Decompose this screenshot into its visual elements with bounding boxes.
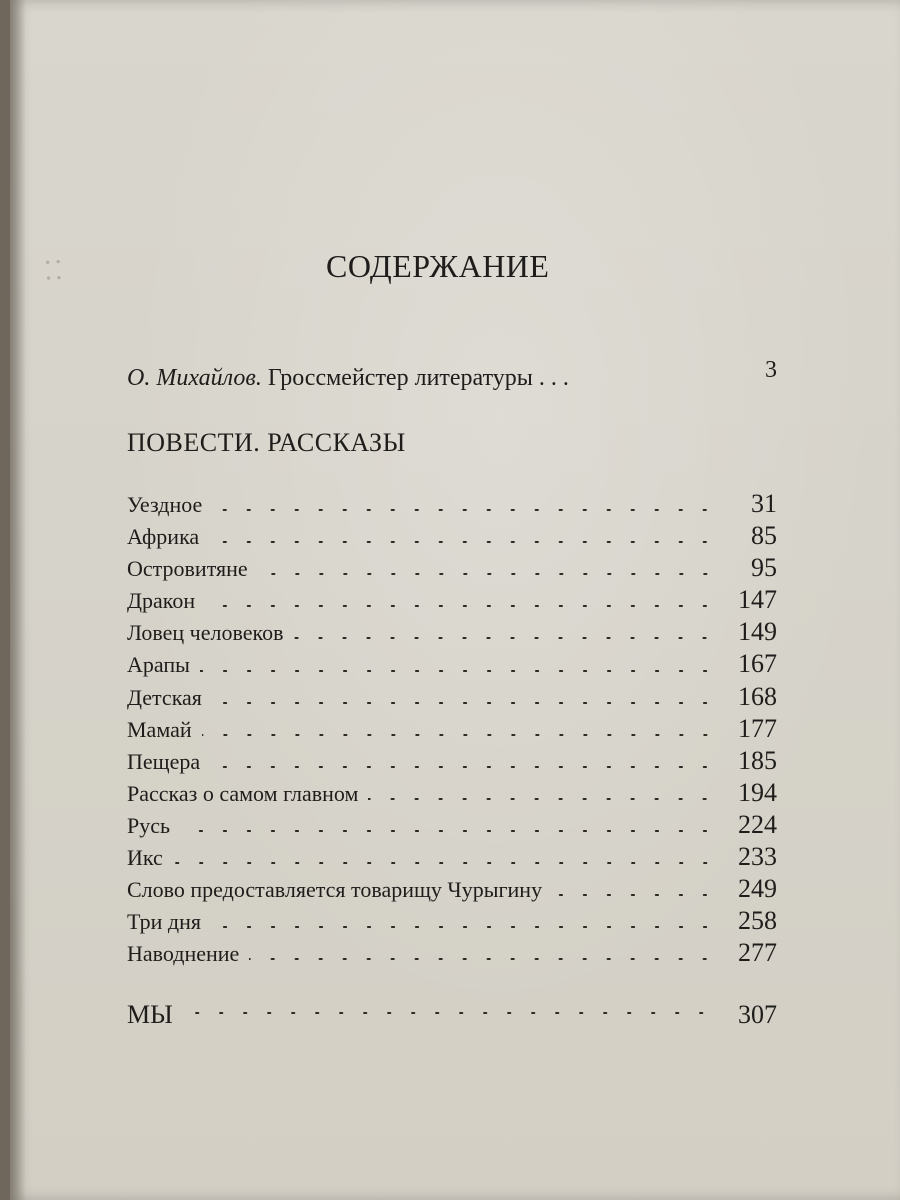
final-entry-title: МЫ (127, 1000, 173, 1029)
intro-dots: . . . (538, 365, 569, 391)
leader-dots (249, 958, 717, 960)
intro-page-number: 3 (765, 357, 777, 383)
entry-page-number: 177 (738, 713, 777, 743)
contents-entry (127, 905, 777, 937)
leader-dots (202, 734, 717, 736)
leader-dots (205, 605, 717, 607)
entry-title: Ловец человеков (127, 620, 284, 646)
entry-page-number: 249 (738, 874, 777, 904)
entry-title: Русь (127, 812, 171, 838)
entry-page-number: 185 (738, 745, 777, 775)
leader-dots (212, 702, 717, 704)
entry-page-number: 168 (738, 681, 777, 711)
leader-dots (258, 573, 717, 575)
contents-entry (127, 809, 777, 841)
contents-entry (127, 713, 777, 745)
entry-title: Рассказ о самом главном (127, 780, 359, 806)
contents-entry (127, 841, 777, 873)
entry-page-number: 147 (738, 585, 777, 615)
leader-dots (180, 830, 717, 832)
intro-entry-text (127, 365, 569, 392)
leader-dots (210, 766, 717, 768)
entry-page-number: 85 (751, 521, 777, 551)
contents-entry (127, 873, 777, 905)
entry-title: Икс (127, 845, 163, 871)
entry-title: Арапы (127, 652, 190, 678)
leader-dots (200, 670, 717, 672)
contents-heading: СОДЕРЖАНИЕ (326, 248, 550, 284)
intro-author: О. Михайлов. (127, 365, 262, 391)
entry-page-number: 194 (738, 777, 777, 807)
entry-title: Наводнение (127, 941, 240, 967)
final-contents-entry (127, 996, 777, 1034)
leader-dots (552, 894, 717, 896)
contents-entry (127, 745, 777, 777)
contents-entry (127, 488, 777, 520)
entry-title: Слово предоставляется товарищу Чурыгину (127, 877, 543, 903)
contents-entry (127, 937, 777, 969)
entry-page-number: 149 (738, 617, 777, 647)
section-title: ПОВЕСТИ. РАССКАЗЫ (127, 428, 406, 457)
contents-entry (127, 584, 777, 616)
contents-list (127, 488, 777, 969)
entry-title: Уездное (127, 492, 203, 517)
entry-title: Детская (127, 684, 202, 710)
entry-title: Островитяне (127, 556, 248, 582)
leader-dots (212, 509, 717, 511)
contents-entry (127, 777, 777, 809)
contents-entry (127, 520, 777, 552)
entry-page-number: 233 (738, 842, 777, 872)
entry-page-number: 95 (751, 553, 777, 583)
contents-entry (127, 616, 777, 648)
contents-entry (127, 681, 777, 713)
entry-title: Пещера (127, 748, 201, 774)
entry-page-number: 277 (738, 938, 777, 968)
entry-page-number: 167 (738, 649, 777, 679)
intro-title: Гроссмейстер литературы (267, 365, 533, 391)
leader-dots (293, 637, 717, 639)
entry-title: Мамай (127, 716, 192, 742)
bleed-through-marks: • • • • (44, 255, 63, 287)
intro-entry (127, 357, 777, 399)
entry-page-number: 224 (738, 809, 777, 839)
book-page (10, 0, 900, 1200)
leader-dots (211, 926, 717, 928)
entry-title: Африка (127, 524, 200, 550)
entry-page-number: 31 (751, 489, 777, 518)
contents-entry (127, 552, 777, 584)
final-entry-page-number: 307 (738, 1000, 777, 1029)
contents-entry (127, 648, 777, 680)
leader-dots (209, 541, 717, 543)
entry-page-number: 258 (738, 906, 777, 936)
entry-title: Дракон (127, 588, 196, 614)
leader-dots (173, 862, 717, 864)
entry-title: Три дня (127, 909, 201, 935)
leader-dots (368, 798, 717, 800)
final-entry-leader-dots (185, 1012, 713, 1014)
